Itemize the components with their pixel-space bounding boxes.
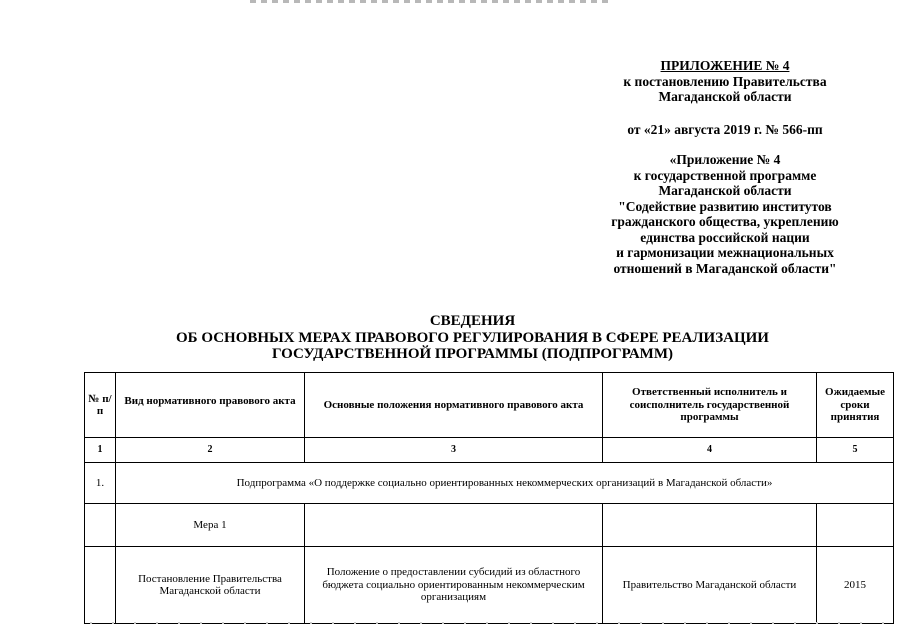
column-number: 4 <box>603 438 817 463</box>
header-cell-executor: Ответственный исполнитель и соисполнитель государственной программы <box>603 373 817 438</box>
header-cell-number: № п/п <box>85 373 116 438</box>
prior-annex-line: и гармонизации межнациональных <box>616 245 834 260</box>
title-line: ГОСУДАРСТВЕННОЙ ПРОГРАММЫ (ПОДПРОГРАММ) <box>272 346 673 362</box>
scan-artifact <box>250 0 610 3</box>
measure-row <box>85 504 894 547</box>
empty-cell <box>817 504 894 547</box>
empty-cell <box>603 504 817 547</box>
title-line: ОБ ОСНОВНЫХ МЕРАХ ПРАВОВОГО РЕГУЛИРОВАНИЯ В СФЕРЕ РЕАЛИЗАЦИИ <box>176 329 769 346</box>
prior-annex-line: гражданского общества, укреплению <box>611 214 839 229</box>
table-row <box>85 547 894 624</box>
empty-cell <box>305 504 603 547</box>
annex-title: ПРИЛОЖЕНИЕ № 4 <box>660 58 790 73</box>
subprogram-index: 1. <box>85 463 116 504</box>
column-number: 2 <box>116 438 305 463</box>
header-cell-deadline: Ожидаемые сроки принятия <box>817 373 894 438</box>
column-number: 1 <box>85 438 116 463</box>
column-number: 5 <box>817 438 894 463</box>
scan-artifact <box>90 622 890 624</box>
annex-line: Магаданской области <box>658 89 792 104</box>
subprogram-row <box>85 463 894 504</box>
table-header-row <box>85 373 894 438</box>
prior-annex-line: отношений в Магаданской области" <box>613 260 837 276</box>
measure-label: Мера 1 <box>116 504 305 547</box>
column-number-row <box>85 438 894 463</box>
prior-annex-line: к государственной программе <box>633 167 817 183</box>
prior-annex-line: Магаданской области <box>658 183 792 198</box>
subprogram-title: Подпрограмма «О поддержке социально ориентированных некоммерческих организаций в Магаданской области» <box>116 463 894 504</box>
prior-annex <box>560 152 890 276</box>
annex-line: к постановлению Правительства <box>623 73 827 89</box>
column-number: 3 <box>305 438 603 463</box>
deadline-cell: 2015 <box>817 547 894 624</box>
provisions-cell: Положение о предоставлении субсидий из областного бюджета социально ориентированным некоммерческим организациям <box>305 547 603 624</box>
prior-annex-line: "Содействие развитию институтов <box>618 198 832 214</box>
empty-cell <box>85 547 116 624</box>
title-line: СВЕДЕНИЯ <box>429 313 516 329</box>
prior-annex-line: единства российской нации <box>640 229 810 245</box>
annex-header <box>560 58 890 105</box>
empty-cell <box>85 504 116 547</box>
prior-annex-line: «Приложение № 4 <box>669 152 781 167</box>
header-cell-act-type: Вид нормативного правового акта <box>116 373 305 438</box>
legal-measures-table <box>84 372 894 624</box>
annex-date: от «21» августа 2019 г. № 566-пп <box>627 122 823 137</box>
document-title <box>85 313 860 363</box>
header-cell-provisions: Основные положения нормативного правового акта <box>305 373 603 438</box>
executor-cell: Правительство Магаданской области <box>603 547 817 624</box>
act-type-cell: Постановление Правительства Магаданской области <box>116 547 305 624</box>
